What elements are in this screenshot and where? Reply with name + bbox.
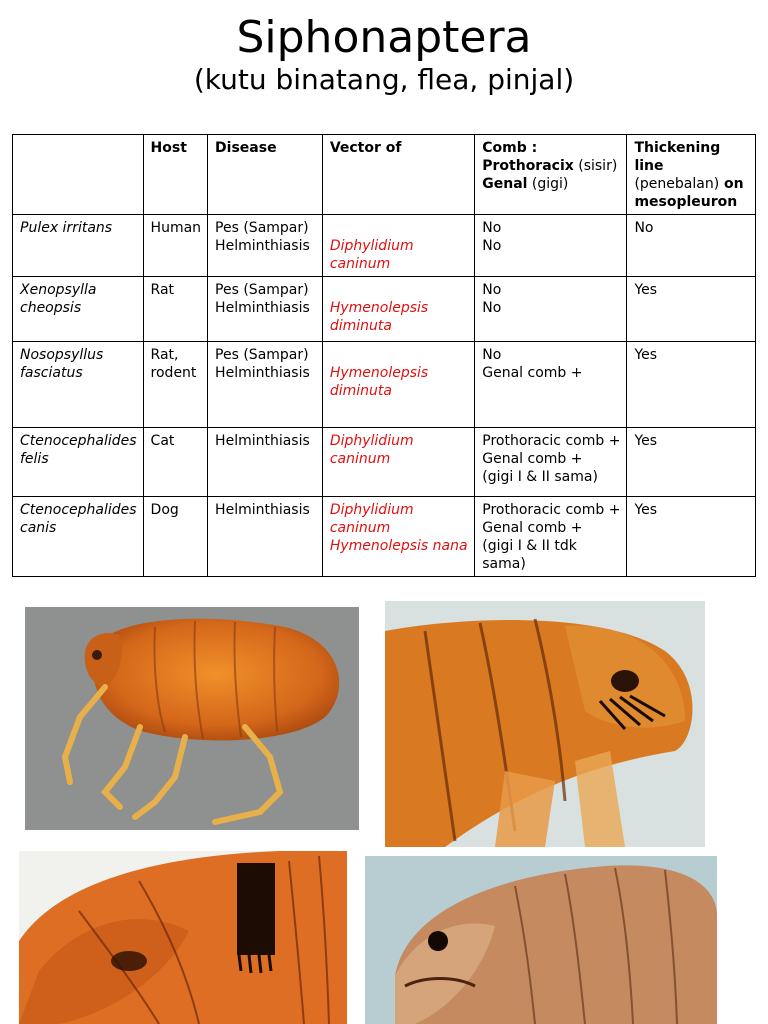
header-disease: Disease [208,135,323,215]
flea-whole-body-photo [25,607,359,830]
table-row [13,215,756,277]
comb-cell: No No [475,215,627,277]
disease-cell: Helminthiasis [208,497,323,577]
species-cell: Pulex irritans [13,215,144,277]
page-title: Siphonaptera [236,12,532,63]
table-row [13,277,756,342]
header-comb: Comb : Prothoracix (sisir) Genal (gigi) [475,135,627,215]
flea-table [12,134,756,577]
flea-genal-comb-photo [19,851,347,1024]
header-species [13,135,144,215]
vector-cell: Diphylidium caninum Hymenolepsis nana [322,497,474,577]
thickening-cell: Yes [627,428,756,497]
thickening-cell: No [627,215,756,277]
thickening-cell: Yes [627,277,756,342]
vector-cell: Diphylidium caninum [322,215,474,277]
disease-cell: Pes (Sampar) Helminthiasis [208,215,323,277]
comb-cell: No Genal comb + [475,342,627,428]
header-thickening: Thickening line (penebalan) on mesopleuron [627,135,756,215]
vector-cell: Hymenolepsis diminuta [322,277,474,342]
species-cell: Nosopsyllus fasciatus [13,342,144,428]
species-cell: Ctenocephalides canis [13,497,144,577]
host-cell: Cat [143,428,208,497]
flea-pale-lateral-photo [365,856,717,1024]
table-header-row [13,135,756,215]
host-cell: Dog [143,497,208,577]
comb-cell: No No [475,277,627,342]
host-cell: Rat, rodent [143,342,208,428]
page-subtitle: (kutu binatang, flea, pinjal) [193,63,575,96]
vector-cell: Diphylidium caninum [322,428,474,497]
disease-cell: Helminthiasis [208,428,323,497]
disease-cell: Pes (Sampar) Helminthiasis [208,277,323,342]
table-row [13,497,756,577]
comb-cell: Prothoracic comb + Genal comb + (gigi I & II sama) [475,428,627,497]
vector-cell: Hymenolepsis diminuta [322,342,474,428]
comb-cell: Prothoracic comb + Genal comb + (gigi I & II tdk sama) [475,497,627,577]
header-host: Host [143,135,208,215]
host-cell: Human [143,215,208,277]
header-vector: Vector of [322,135,474,215]
disease-cell: Pes (Sampar) Helminthiasis [208,342,323,428]
thickening-cell: Yes [627,342,756,428]
species-cell: Xenopsylla cheopsis [13,277,144,342]
table-row [13,342,756,428]
thickening-cell: Yes [627,497,756,577]
species-cell: Ctenocephalides felis [13,428,144,497]
host-cell: Rat [143,277,208,342]
table-row [13,428,756,497]
flea-head-closeup-photo [385,601,705,847]
